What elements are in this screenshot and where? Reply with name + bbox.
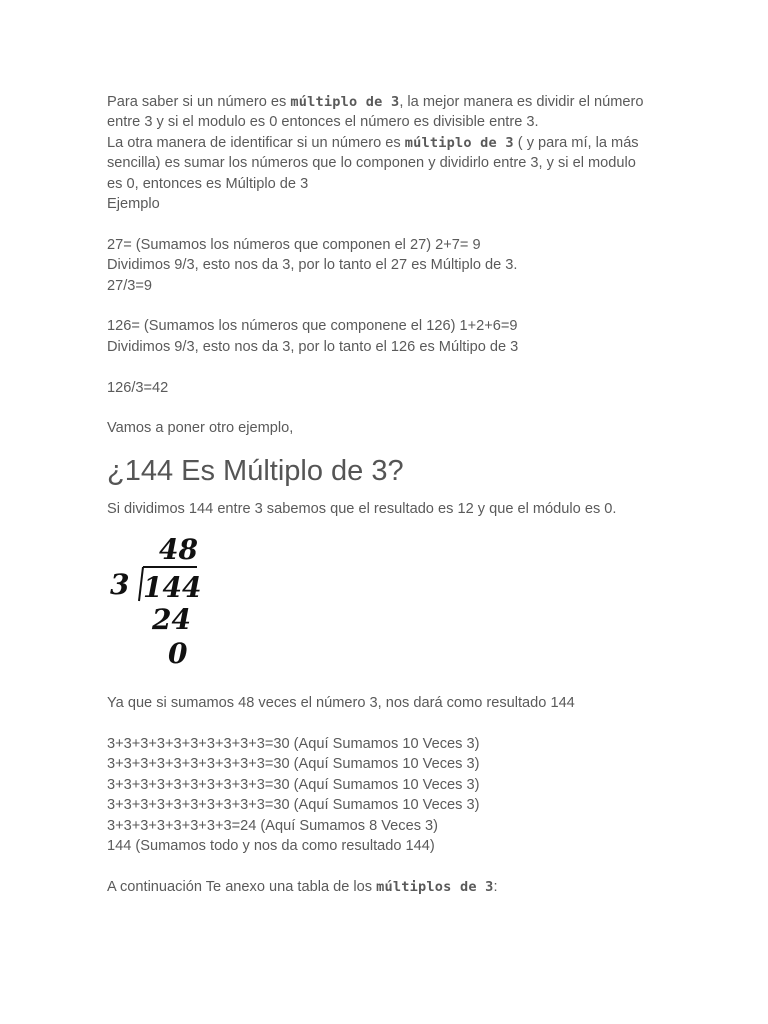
sum-intro-text: Ya que si sumamos 48 veces el número 3, nos dará como resultado 144: [107, 695, 575, 712]
division-remainder: 0: [168, 637, 188, 671]
division-dividend: 144: [143, 571, 202, 605]
emphasis-multiples-of-3: múltiplos de 3: [376, 878, 494, 895]
closing-text: :: [493, 878, 498, 895]
intro-text: ( y para mí, la más: [513, 134, 639, 151]
emphasis-multiple-of-3: múltiplo de 3: [404, 134, 514, 151]
closing-text: A continuación Te anexo una tabla de los: [107, 878, 377, 895]
intro-line-2: entre 3 y si el modulo es 0 entonces el número es divisible entre 3.: [107, 114, 539, 131]
sum-total-line: 144 (Sumamos todo y nos da como resultado 144): [107, 838, 435, 855]
sum-line: 3+3+3+3+3+3+3+3+3+3=30 (Aquí Sumamos 10 Veces 3): [107, 756, 480, 773]
example1-line-3: 27/3=9: [107, 277, 153, 294]
article-body: [107, 92, 667, 897]
explanation-text: Si dividimos 144 entre 3 sabemos que el resultado es 12 y que el módulo es 0.: [107, 500, 617, 517]
sum-line: 3+3+3+3+3+3+3+3+3+3=30 (Aquí Sumamos 10 Veces 3): [107, 776, 480, 793]
spacer: [107, 214, 667, 234]
intro-text: , la mejor manera es dividir el número: [399, 94, 644, 110]
intro-text: Para saber si un número es: [107, 94, 291, 110]
spacer: [107, 357, 667, 377]
intro-line-1: [107, 92, 667, 112]
spacer: [107, 856, 667, 876]
spacer: [107, 296, 667, 316]
intro-line-3: [107, 133, 667, 153]
long-division-figure: [107, 533, 207, 673]
example1-line-1: 27= (Sumamos los números que componen el 27) 2+7= 9: [107, 236, 481, 253]
closing-line: [107, 877, 667, 897]
another-example-text: Vamos a poner otro ejemplo,: [107, 420, 294, 437]
section-heading: ¿144 Es Múltiplo de 3?: [107, 454, 404, 487]
sum-line: 3+3+3+3+3+3+3+3+3+3=30 (Aquí Sumamos 10 Veces 3): [107, 797, 480, 814]
division-divisor: 3: [110, 568, 130, 602]
intro-line-5: es 0, entonces es Múltiplo de 3: [107, 175, 309, 192]
division-partial: 24: [152, 603, 191, 637]
division-quotient: 48: [159, 533, 198, 567]
example-label: Ejemplo: [107, 196, 160, 213]
example2-line-2: Dividimos 9/3, esto nos da 3, por lo tanto el 126 es Múltipo de 3: [107, 338, 519, 355]
emphasis-multiple-of-3: múltiplo de 3: [290, 94, 400, 110]
example2-line-1: 126= (Sumamos los números que componene el 126) 1+2+6=9: [107, 318, 518, 335]
spacer: [107, 398, 667, 418]
sum-line: 3+3+3+3+3+3+3+3=24 (Aquí Sumamos 8 Veces 3): [107, 817, 439, 834]
intro-line-4: sencilla) es sumar los números que lo componen y dividirlo entre 3, y si el modulo: [107, 155, 636, 172]
long-division-drawing: [107, 533, 207, 673]
example2-line-3: 126/3=42: [107, 379, 169, 396]
spacer: [107, 714, 667, 734]
sum-line: 3+3+3+3+3+3+3+3+3+3=30 (Aquí Sumamos 10 Veces 3): [107, 736, 480, 753]
example1-line-2: Dividimos 9/3, esto nos da 3, por lo tanto el 27 es Múltiplo de 3.: [107, 257, 518, 274]
intro-text: La otra manera de identificar si un número es: [107, 134, 405, 151]
